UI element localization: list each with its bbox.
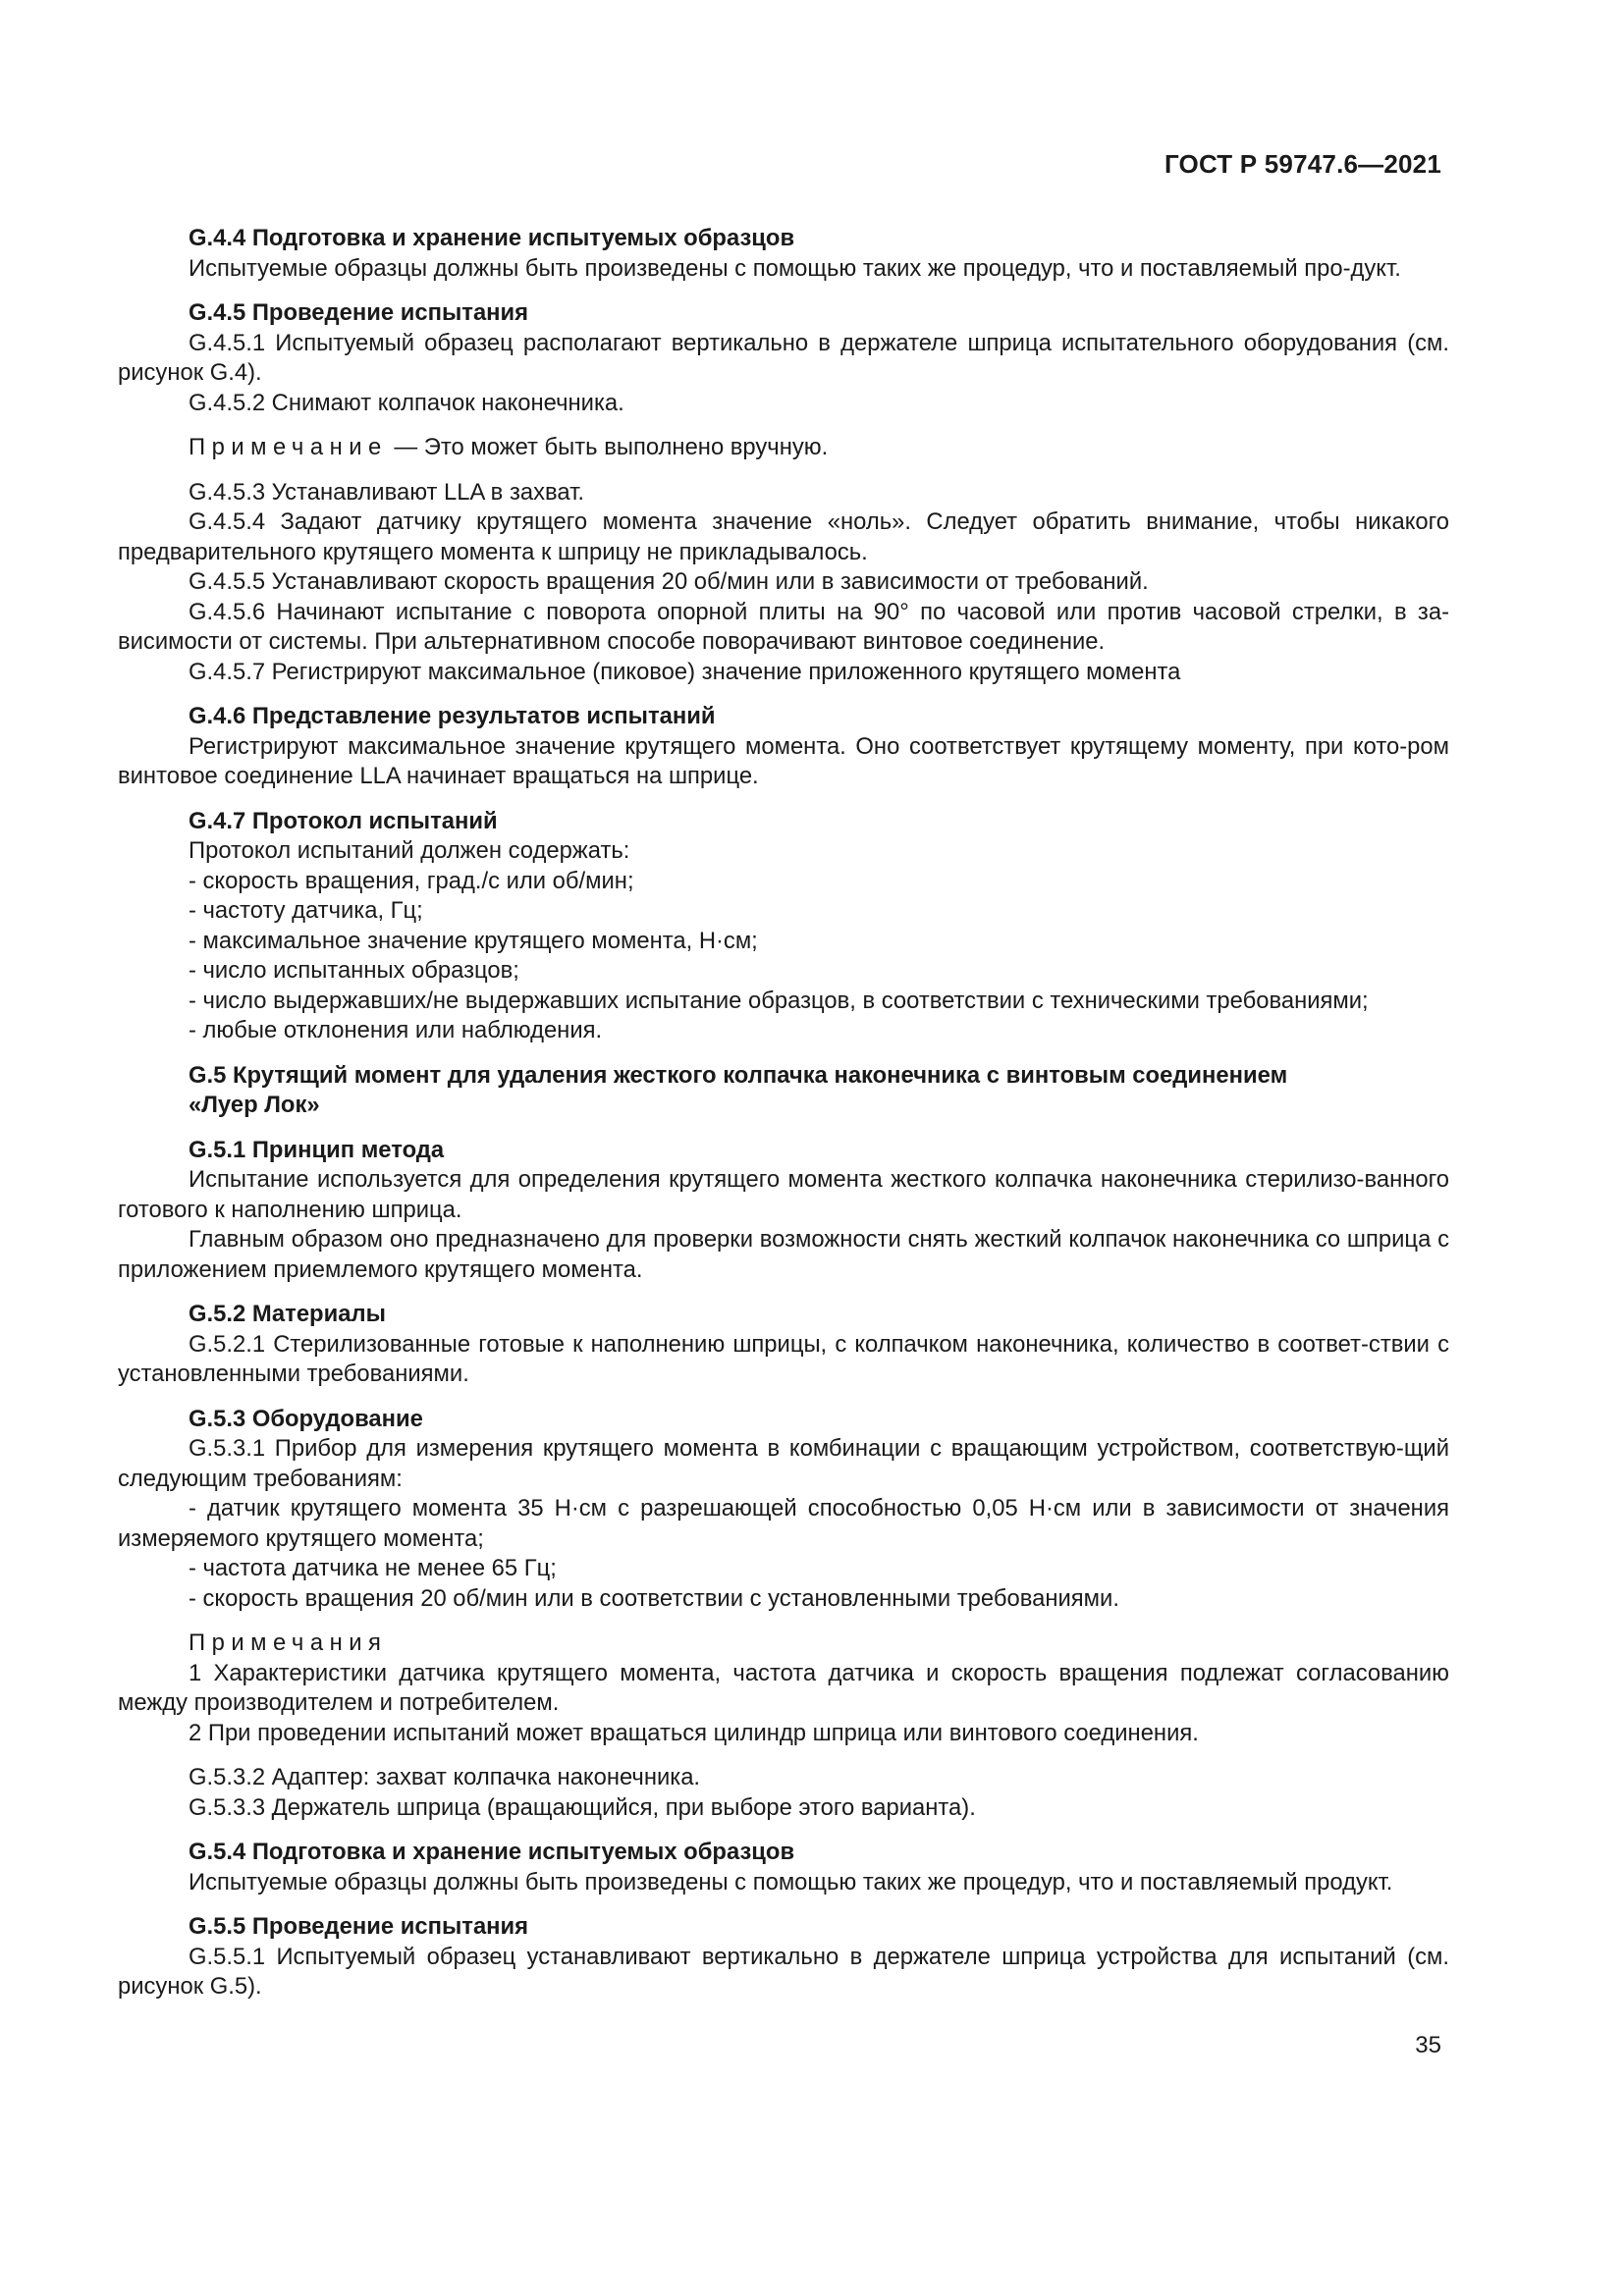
paragraph: G.4.5.4 Задают датчику крутящего момента значение «ноль». Следует обратить внимание, чтобы никакого предварительного крутящего момента к шприцу не прикладывалось.: [118, 508, 1449, 565]
paragraph: - датчик крутящего момента 35 Н·см с разрешающей способностью 0,05 Н·см или в зависимости от значения измеряемого крутящего момента;: [118, 1495, 1449, 1552]
paragraph: G.4.5.3 Устанавливают LLA в захват.: [189, 478, 584, 506]
paragraph: Регистрируют максимальное значение крутящего момента. Оно соответствует крутящему моменту, при кото-ром винтовое соединение LLA начинает вращаться на шприце.: [118, 732, 1449, 789]
section-heading: G.4.5 Проведение испытания: [189, 299, 529, 326]
section-heading: G.4.4 Подготовка и хранение испытуемых образцов: [189, 225, 795, 251]
list-item: - любые отклонения или наблюдения.: [189, 1017, 603, 1043]
paragraph: G.4.5.1 Испытуемый образец располагают вертикально в держателе шприца испытательного оборудования (см. рисунок G.4).: [118, 329, 1449, 386]
section-heading: G.5.5 Проведение испытания: [189, 1913, 529, 1940]
document-body: [118, 224, 1449, 2002]
paragraph: Главным образом оно предназначено для проверки возможности снять жесткий колпачок наконечника со шприца с приложением приемлемого крутящего момента.: [118, 1226, 1449, 1283]
section-heading: G.5.3 Оборудование: [189, 1405, 423, 1432]
paragraph: Испытуемые образцы должны быть произведены с помощью таких же процедур, что и поставляемый продукт.: [189, 1868, 1393, 1896]
note: [118, 433, 1449, 463]
paragraph: - частота датчика не менее 65 Гц;: [189, 1555, 557, 1581]
paragraph: 1 Характеристики датчика крутящего момента, частота датчика и скорость вращения подлежат согласованию между производителем и потребителем.: [118, 1659, 1449, 1716]
note-text: — Это может быть выполнено вручную.: [387, 434, 829, 460]
section-heading: G.5 Крутящий момент для удаления жесткого колпачка наконечника с винтовым соединением: [189, 1061, 1288, 1089]
list-item: - максимальное значение крутящего момента, Н·см;: [189, 927, 758, 954]
paragraph: G.5.3.1 Прибор для измерения крутящего момента в комбинации с вращающим устройством, соответствую-щий следующим требованиям:: [118, 1435, 1449, 1492]
section-heading: G.5.2 Материалы: [189, 1301, 386, 1327]
paragraph: G.4.5.7 Регистрируют максимальное (пиковое) значение приложенного крутящего момента: [189, 658, 1181, 685]
paragraph: - скорость вращения 20 об/мин или в соответствии с установленными требованиями.: [189, 1584, 1119, 1612]
page-number: 35: [1415, 2032, 1441, 2058]
paragraph: G.5.3.2 Адаптер: захват колпачка наконечника.: [189, 1764, 701, 1790]
standard-designation: ГОСТ Р 59747.6—2021: [1164, 149, 1441, 179]
paragraph: Испытание используется для определения крутящего момента жесткого колпачка наконечника стерилизо-ванного готового к наполнению шприца.: [118, 1166, 1449, 1223]
list-item: - частоту датчика, Гц;: [189, 897, 423, 924]
paragraph: Протокол испытаний должен содержать:: [189, 837, 630, 864]
list-item: - скорость вращения, град./с или об/мин;: [189, 867, 634, 894]
paragraph: G.5.5.1 Испытуемый образец устанавливают вертикально в держателе шприца устройства для испытаний (см. рисунок G.5).: [118, 1943, 1449, 2000]
list-item: - число испытанных образцов;: [189, 957, 519, 984]
paragraph: G.4.5.2 Снимают колпачок наконечника.: [189, 389, 624, 416]
paragraph: Испытуемые образцы должны быть произведены с помощью таких же процедур, что и поставляемый про-дукт.: [189, 254, 1401, 282]
paragraph: G.5.3.3 Держатель шприца (вращающийся, при выборе этого варианта).: [189, 1793, 976, 1821]
notes-heading: [118, 1629, 1449, 1659]
section-heading: G.5.4 Подготовка и хранение испытуемых образцов: [189, 1839, 795, 1865]
section-heading: G.4.6 Представление результатов испытаний: [189, 703, 716, 729]
section-heading: «Луер Лок»: [189, 1092, 320, 1118]
note-label: Примечание: [189, 434, 388, 460]
paragraph: G.5.2.1 Стерилизованные готовые к наполнению шприцы, с колпачком наконечника, количество в соответ-ствии с установленными требованиями.: [118, 1330, 1449, 1387]
paragraph: G.4.5.5 Устанавливают скорость вращения 20 об/мин или в зависимости от требований.: [189, 568, 1149, 595]
paragraph: G.4.5.6 Начинают испытание с поворота опорной плиты на 90° по часовой или против часовой стрелки, в за-висимости от системы. При альтернативном способе поворачивают винтовое соединение.: [118, 598, 1449, 655]
section-heading: G.5.1 Принцип метода: [189, 1136, 445, 1163]
paragraph: 2 При проведении испытаний может вращаться цилиндр шприца или винтового соединения.: [189, 1719, 1199, 1746]
notes-label: Примечания: [189, 1629, 388, 1656]
section-heading: G.4.7 Протокол испытаний: [189, 807, 498, 834]
list-item: - число выдержавших/не выдержавших испытание образцов, в соответствии с техническими требованиями;: [189, 987, 1369, 1014]
